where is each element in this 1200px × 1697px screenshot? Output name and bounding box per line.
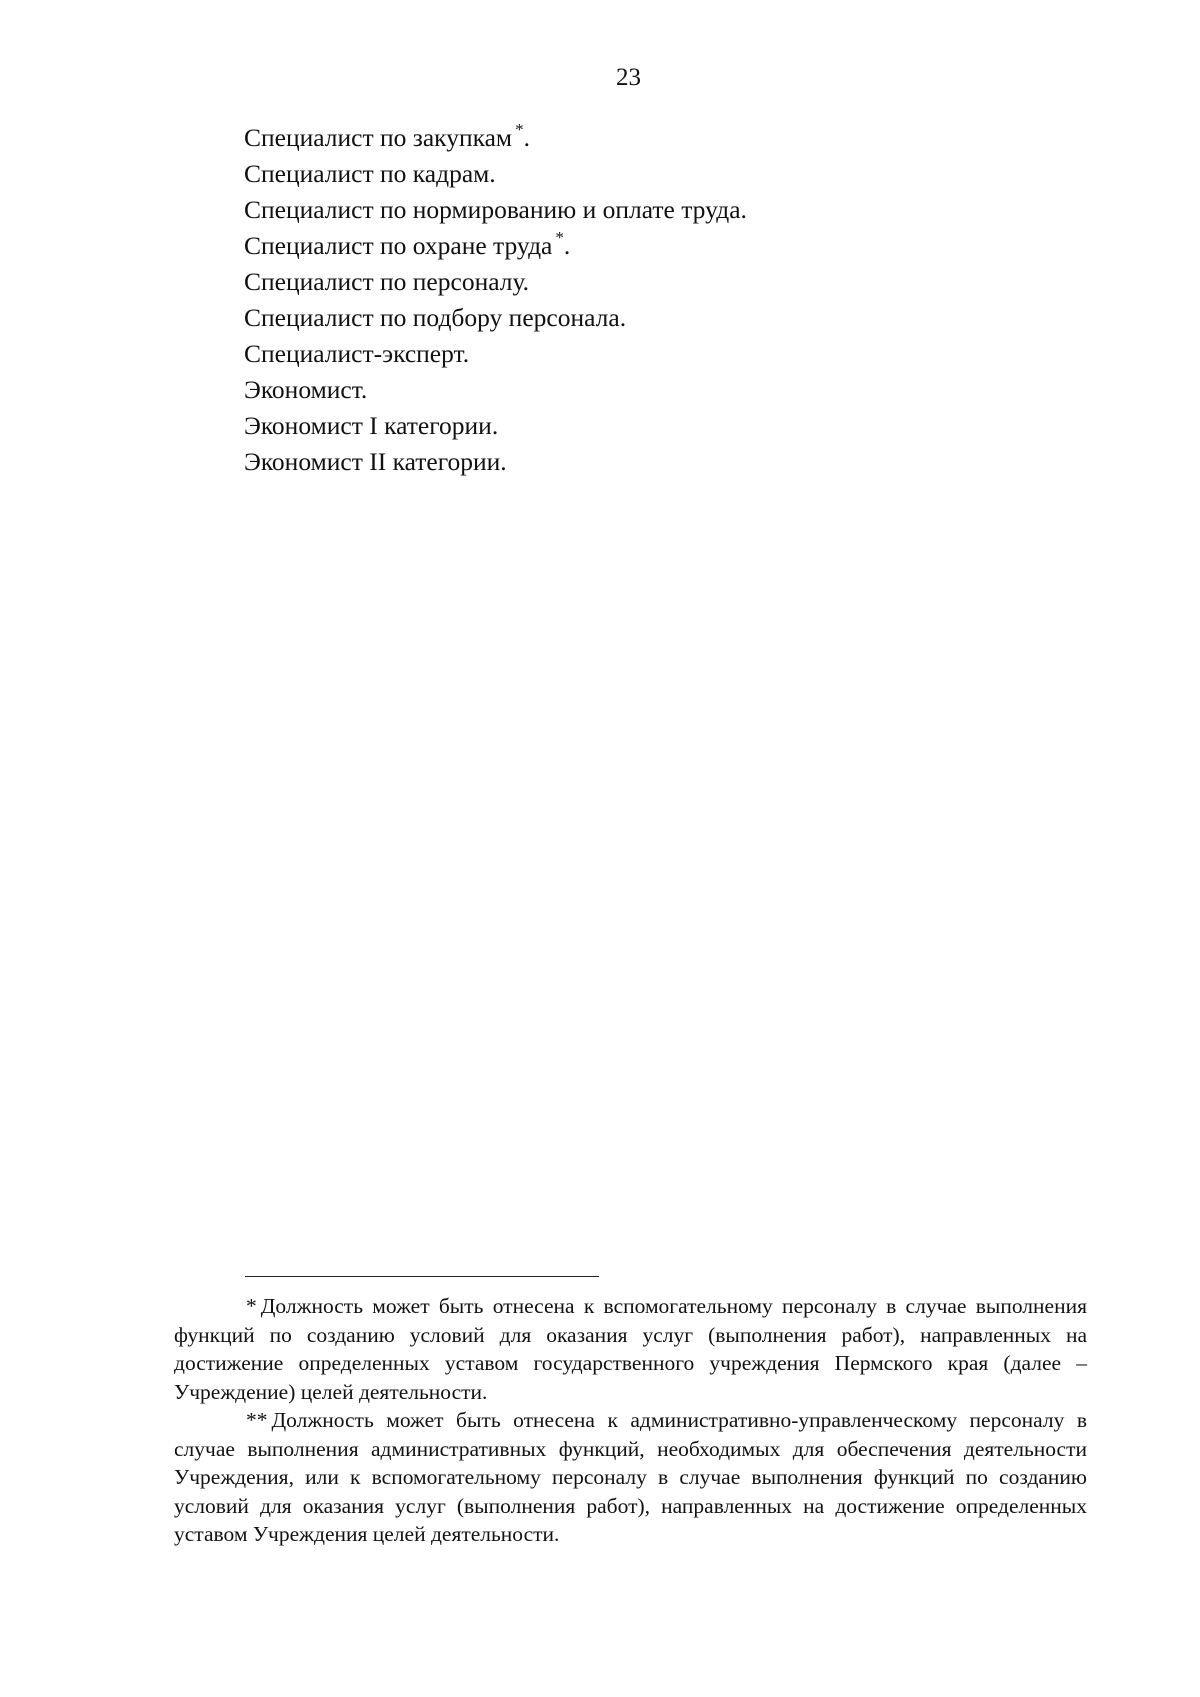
- footnote-marker: **: [246, 1408, 268, 1432]
- footnote-text: Должность может быть отнесена к вспомогательному персоналу в случае выполнения функций по созданию условий для оказания услуг (выполнения работ), направленных на достижение определенных уставом государственного учреждения Пермского края (далее – Учреждение) целей деятельности.: [174, 1294, 1087, 1404]
- position-end: .: [523, 123, 530, 152]
- footnote-mark: *: [555, 228, 564, 247]
- position-title: Специалист по нормированию и оплате труда.: [244, 195, 747, 224]
- footnote-mark: *: [515, 120, 524, 139]
- position-end: .: [563, 231, 571, 260]
- positions-list: [244, 120, 747, 480]
- page-number: 23: [616, 64, 641, 91]
- position-title: Специалист по кадрам.: [244, 159, 496, 188]
- position-title: Экономист.: [244, 375, 368, 404]
- list-item: [244, 372, 747, 408]
- list-item: [244, 444, 747, 480]
- list-item: [244, 300, 747, 336]
- list-item: [244, 264, 747, 300]
- position-title: Экономист I категории.: [244, 411, 499, 440]
- position-title: Экономист II категории.: [244, 447, 507, 476]
- position-title: Специалист-эксперт.: [244, 339, 470, 368]
- list-item: [244, 228, 747, 264]
- position-title: Специалист по охране труда: [244, 231, 553, 260]
- list-item: [244, 156, 747, 192]
- position-title: Специалист по закупкам: [244, 123, 513, 152]
- footnotes: [174, 1292, 1087, 1549]
- footnote-2: [174, 1406, 1087, 1549]
- list-item: [244, 336, 747, 372]
- footnote-text: Должность может быть отнесена к административно-управленческому персоналу в случае выполнения административных функций, необходимых для обеспечения деятельности Учреждения, или к вспомогательному персоналу в случае выполнения функций по созданию условий для оказания услуг (выполнения работ), направленных на достижение определенных уставом Учреждения целей деятельности.: [174, 1408, 1087, 1546]
- list-item: [244, 408, 747, 444]
- position-title: Специалист по подбору персонала.: [244, 303, 627, 332]
- position-title: Специалист по персоналу.: [244, 267, 530, 296]
- list-item: [244, 192, 747, 228]
- footnote-marker: *: [246, 1294, 257, 1318]
- list-item: [244, 120, 747, 156]
- footnote-1: [174, 1292, 1087, 1406]
- footnote-divider: [245, 1276, 599, 1277]
